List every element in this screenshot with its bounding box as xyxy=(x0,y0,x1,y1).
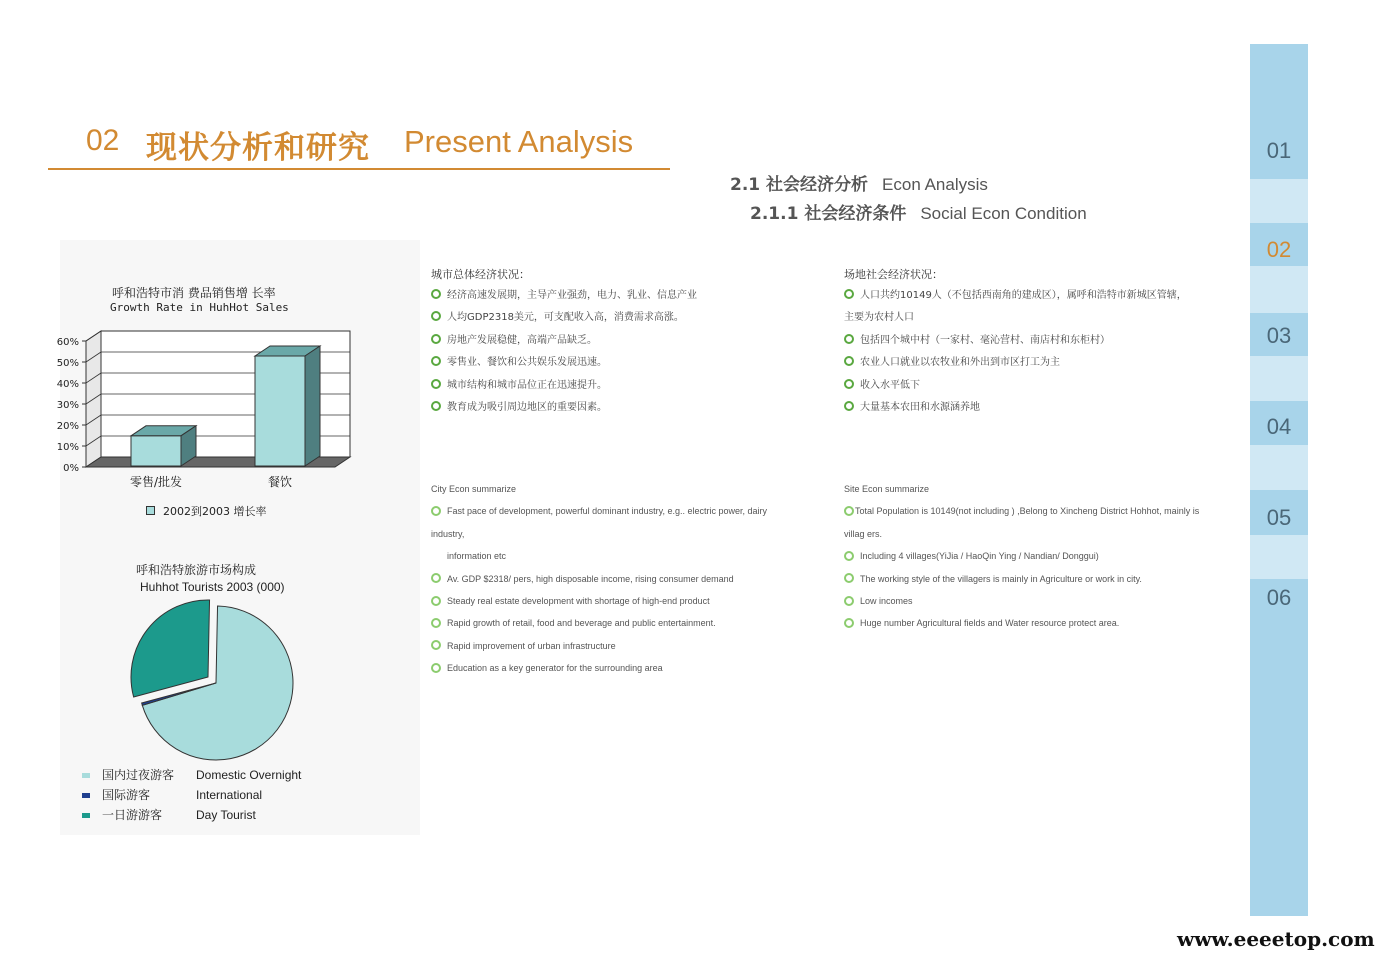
list-item xyxy=(844,375,1187,397)
bar-front xyxy=(255,356,305,466)
y-tick-label: 40% xyxy=(56,379,79,390)
bullet-icon xyxy=(431,334,441,344)
nav-band xyxy=(1250,179,1308,223)
page-title-cn: 现状分析和研究 xyxy=(146,130,370,166)
bar-chart-subtitle: Growth Rate in HuhHot Sales xyxy=(110,301,289,314)
list-item-text: 经济高速发展期，主导产业强劲，电力、乳业、信息产业 xyxy=(447,290,697,301)
bar-side xyxy=(305,346,320,466)
list-item xyxy=(431,500,767,522)
site-econ-cn-heading: 场地社会经济状况： xyxy=(844,268,943,281)
section-heading-cn: 2.1 社会经济分析 xyxy=(730,175,869,195)
nav-band xyxy=(1250,836,1308,916)
list-item-text: 城市结构和城市品位正在迅速提升。 xyxy=(447,379,607,391)
city-econ-en-heading: City Econ summarize xyxy=(431,484,517,494)
list-item xyxy=(431,285,697,307)
list-item-text: 人均GDP2318美元，可支配收入高，消费需求高涨。 xyxy=(447,312,684,324)
list-item xyxy=(844,590,1199,612)
x-tick-label: 零售/批发 xyxy=(129,475,183,489)
list-item-text: 人口共约10149人（不包括西南角的建成区），属呼和浩特市新城区管辖， xyxy=(860,290,1187,301)
nav-item-06[interactable]: 06 xyxy=(1266,585,1292,610)
bullet-icon xyxy=(844,618,854,628)
bullet-icon xyxy=(431,640,441,650)
site-econ-en-list xyxy=(844,545,1199,635)
pie-chart-title: 呼和浩特旅游市场构成 xyxy=(136,563,257,577)
bullet-icon xyxy=(844,334,854,344)
bullet-icon xyxy=(844,551,854,561)
bullet-icon xyxy=(431,356,441,366)
bullet-icon xyxy=(431,401,441,411)
y-tick-label: 30% xyxy=(56,400,79,411)
nav-item-01[interactable]: 01 xyxy=(1266,138,1292,163)
list-item xyxy=(431,635,767,657)
list-item-text: 包括四个城中村（一家村、毫沁营村、南店村和东柜村） xyxy=(860,334,1110,346)
bar-chart-svg xyxy=(56,280,420,530)
y-tick-label: 20% xyxy=(56,421,79,432)
bullet-icon xyxy=(844,401,854,411)
bullet-icon xyxy=(431,311,441,321)
pie-chart xyxy=(120,595,310,765)
pie-legend-en: Domestic Overnight xyxy=(196,768,302,782)
list-item-text: Fast pace of development, powerful dominant industry, e.g.. electric power, dairy xyxy=(447,506,767,517)
bullet-icon xyxy=(431,379,441,389)
nav-item-05[interactable]: 05 xyxy=(1266,505,1292,530)
list-item xyxy=(844,330,1187,352)
section-heading xyxy=(730,170,988,195)
list-item-continuation: 主要为农村人口 xyxy=(844,312,914,324)
bullet-icon xyxy=(844,573,854,583)
list-item-continuation: information etc xyxy=(447,551,507,562)
list-item xyxy=(431,612,767,634)
list-item-text: 零售业、餐饮和公共娱乐发展迅速。 xyxy=(447,357,607,369)
pie-legend-item xyxy=(82,786,301,806)
list-item-text: Total Population is 10149(not including ) ,Belong to Xincheng District Hohhot, mainly is xyxy=(855,506,1200,517)
list-item-text: 房地产发展稳健，高端产品缺乏。 xyxy=(447,334,597,346)
pie-swatch-domestic xyxy=(82,773,90,778)
nav-band xyxy=(1250,535,1308,579)
list-item xyxy=(844,397,1187,419)
site-econ-en xyxy=(844,478,1199,635)
list-item-text: 农业人口就业以农牧业和外出到市区打工为主 xyxy=(860,357,1060,369)
list-item-text: 收入水平低下 xyxy=(860,379,920,391)
list-item-text: Rapid growth of retail, food and beverage and public entertainment. xyxy=(447,618,716,629)
list-item-text: Huge number Agricultural fields and Water resource protect area. xyxy=(860,618,1120,629)
pie-legend-en: Day Tourist xyxy=(196,808,256,822)
subsection-heading-cn: 2.1.1 社会经济条件 xyxy=(750,204,907,224)
list-item-text: Education as a key generator for the surrounding area xyxy=(447,663,663,674)
pie-legend-cn: 国际游客 xyxy=(102,788,151,802)
chapter-nav xyxy=(1250,44,1308,916)
bullet-icon xyxy=(431,506,441,516)
x-tick-label: 餐饮 xyxy=(267,475,293,489)
pie-swatch-day xyxy=(82,813,90,818)
bar-chart-legend xyxy=(146,503,267,519)
bullet-icon xyxy=(431,289,441,299)
list-item xyxy=(431,657,767,679)
city-econ-en xyxy=(431,478,767,680)
list-item-text: The working style of the villagers is mainly in Agriculture or work in city. xyxy=(860,573,1142,584)
site-econ-en-heading: Site Econ summarize xyxy=(844,484,930,494)
bar-chart xyxy=(56,280,420,530)
nav-band xyxy=(1250,445,1308,490)
y-tick-label: 60% xyxy=(56,337,79,348)
list-item-text: 大量基本农田和水源涵养地 xyxy=(860,402,980,414)
watermark: www.eeeetop.com xyxy=(1177,927,1375,951)
pie-slice xyxy=(131,600,210,697)
y-tick-label: 10% xyxy=(56,442,79,453)
list-item xyxy=(431,352,697,374)
list-item xyxy=(431,568,767,590)
city-econ-en-list xyxy=(431,568,767,680)
bullet-icon xyxy=(431,596,441,606)
bullet-icon xyxy=(844,379,854,389)
nav-band xyxy=(1250,356,1308,401)
list-item xyxy=(431,375,697,397)
list-item-text: Steady real estate development with shortage of high-end product xyxy=(447,596,710,607)
bar-front xyxy=(131,436,181,466)
list-item-continuation: industry, xyxy=(431,528,465,539)
list-item xyxy=(844,352,1187,374)
subsection-heading xyxy=(750,199,1087,224)
city-econ-cn-list xyxy=(431,285,697,419)
nav-item-04[interactable]: 04 xyxy=(1266,414,1292,439)
list-item xyxy=(844,545,1199,567)
nav-band xyxy=(1250,266,1308,313)
section-heading-en: Econ Analysis xyxy=(882,175,988,194)
list-item-text: 教育成为吸引周边地区的重要因素。 xyxy=(447,402,607,414)
pie-legend-item xyxy=(82,766,301,786)
list-item xyxy=(844,285,1187,307)
pie-chart-svg xyxy=(120,595,310,765)
bullet-icon xyxy=(431,618,441,628)
pie-legend-cn: 一日游游客 xyxy=(102,808,163,822)
list-item xyxy=(431,397,697,419)
nav-item-02[interactable]: 02 xyxy=(1266,237,1292,262)
city-econ-cn xyxy=(431,266,697,419)
bullet-icon xyxy=(431,663,441,673)
list-item xyxy=(431,330,697,352)
list-item-continuation: villag ers. xyxy=(844,528,883,539)
bar-chart-title: 呼和浩特市消 费品销售增 长率 xyxy=(112,286,276,300)
list-item xyxy=(844,612,1199,634)
pie-legend-en: International xyxy=(196,788,263,802)
bullet-icon xyxy=(431,573,441,583)
legend-label: 2002到2003 增长率 xyxy=(163,505,267,518)
pie-legend-item xyxy=(82,806,301,826)
y-tick-label: 50% xyxy=(56,358,79,369)
list-item-text: Low incomes xyxy=(860,596,913,607)
y-tick-label: 0% xyxy=(63,463,79,474)
bullet-icon xyxy=(844,596,854,606)
list-item xyxy=(431,307,697,329)
pie-chart-subtitle: Huhhot Tourists 2003 (000) xyxy=(140,580,285,594)
pie-legend xyxy=(82,766,301,826)
legend-swatch xyxy=(146,506,155,515)
nav-item-03[interactable]: 03 xyxy=(1266,323,1292,348)
bullet-icon xyxy=(844,356,854,366)
page-title-en: Present Analysis xyxy=(404,124,634,159)
list-item-text: Av. GDP $2318/ pers, high disposable income, rising consumer demand xyxy=(447,573,734,584)
city-econ-cn-heading: 城市总体经济状况： xyxy=(431,268,530,281)
section-number: 02 xyxy=(86,124,120,157)
pie-swatch-international xyxy=(82,793,90,798)
site-econ-cn xyxy=(844,266,1187,419)
pie-legend-cn: 国内过夜游客 xyxy=(102,768,175,782)
list-item xyxy=(844,568,1199,590)
bullet-icon xyxy=(844,289,854,299)
list-item xyxy=(844,500,1199,522)
list-item-text: Including 4 villages(YiJia / HaoQin Ying / Nandian/ Donggui) xyxy=(860,551,1099,562)
title-underline xyxy=(48,168,670,170)
list-item-text: Rapid improvement of urban infrastructure xyxy=(447,640,616,651)
bullet-icon xyxy=(844,506,854,516)
subsection-heading-en: Social Econ Condition xyxy=(920,204,1087,223)
list-item xyxy=(431,590,767,612)
